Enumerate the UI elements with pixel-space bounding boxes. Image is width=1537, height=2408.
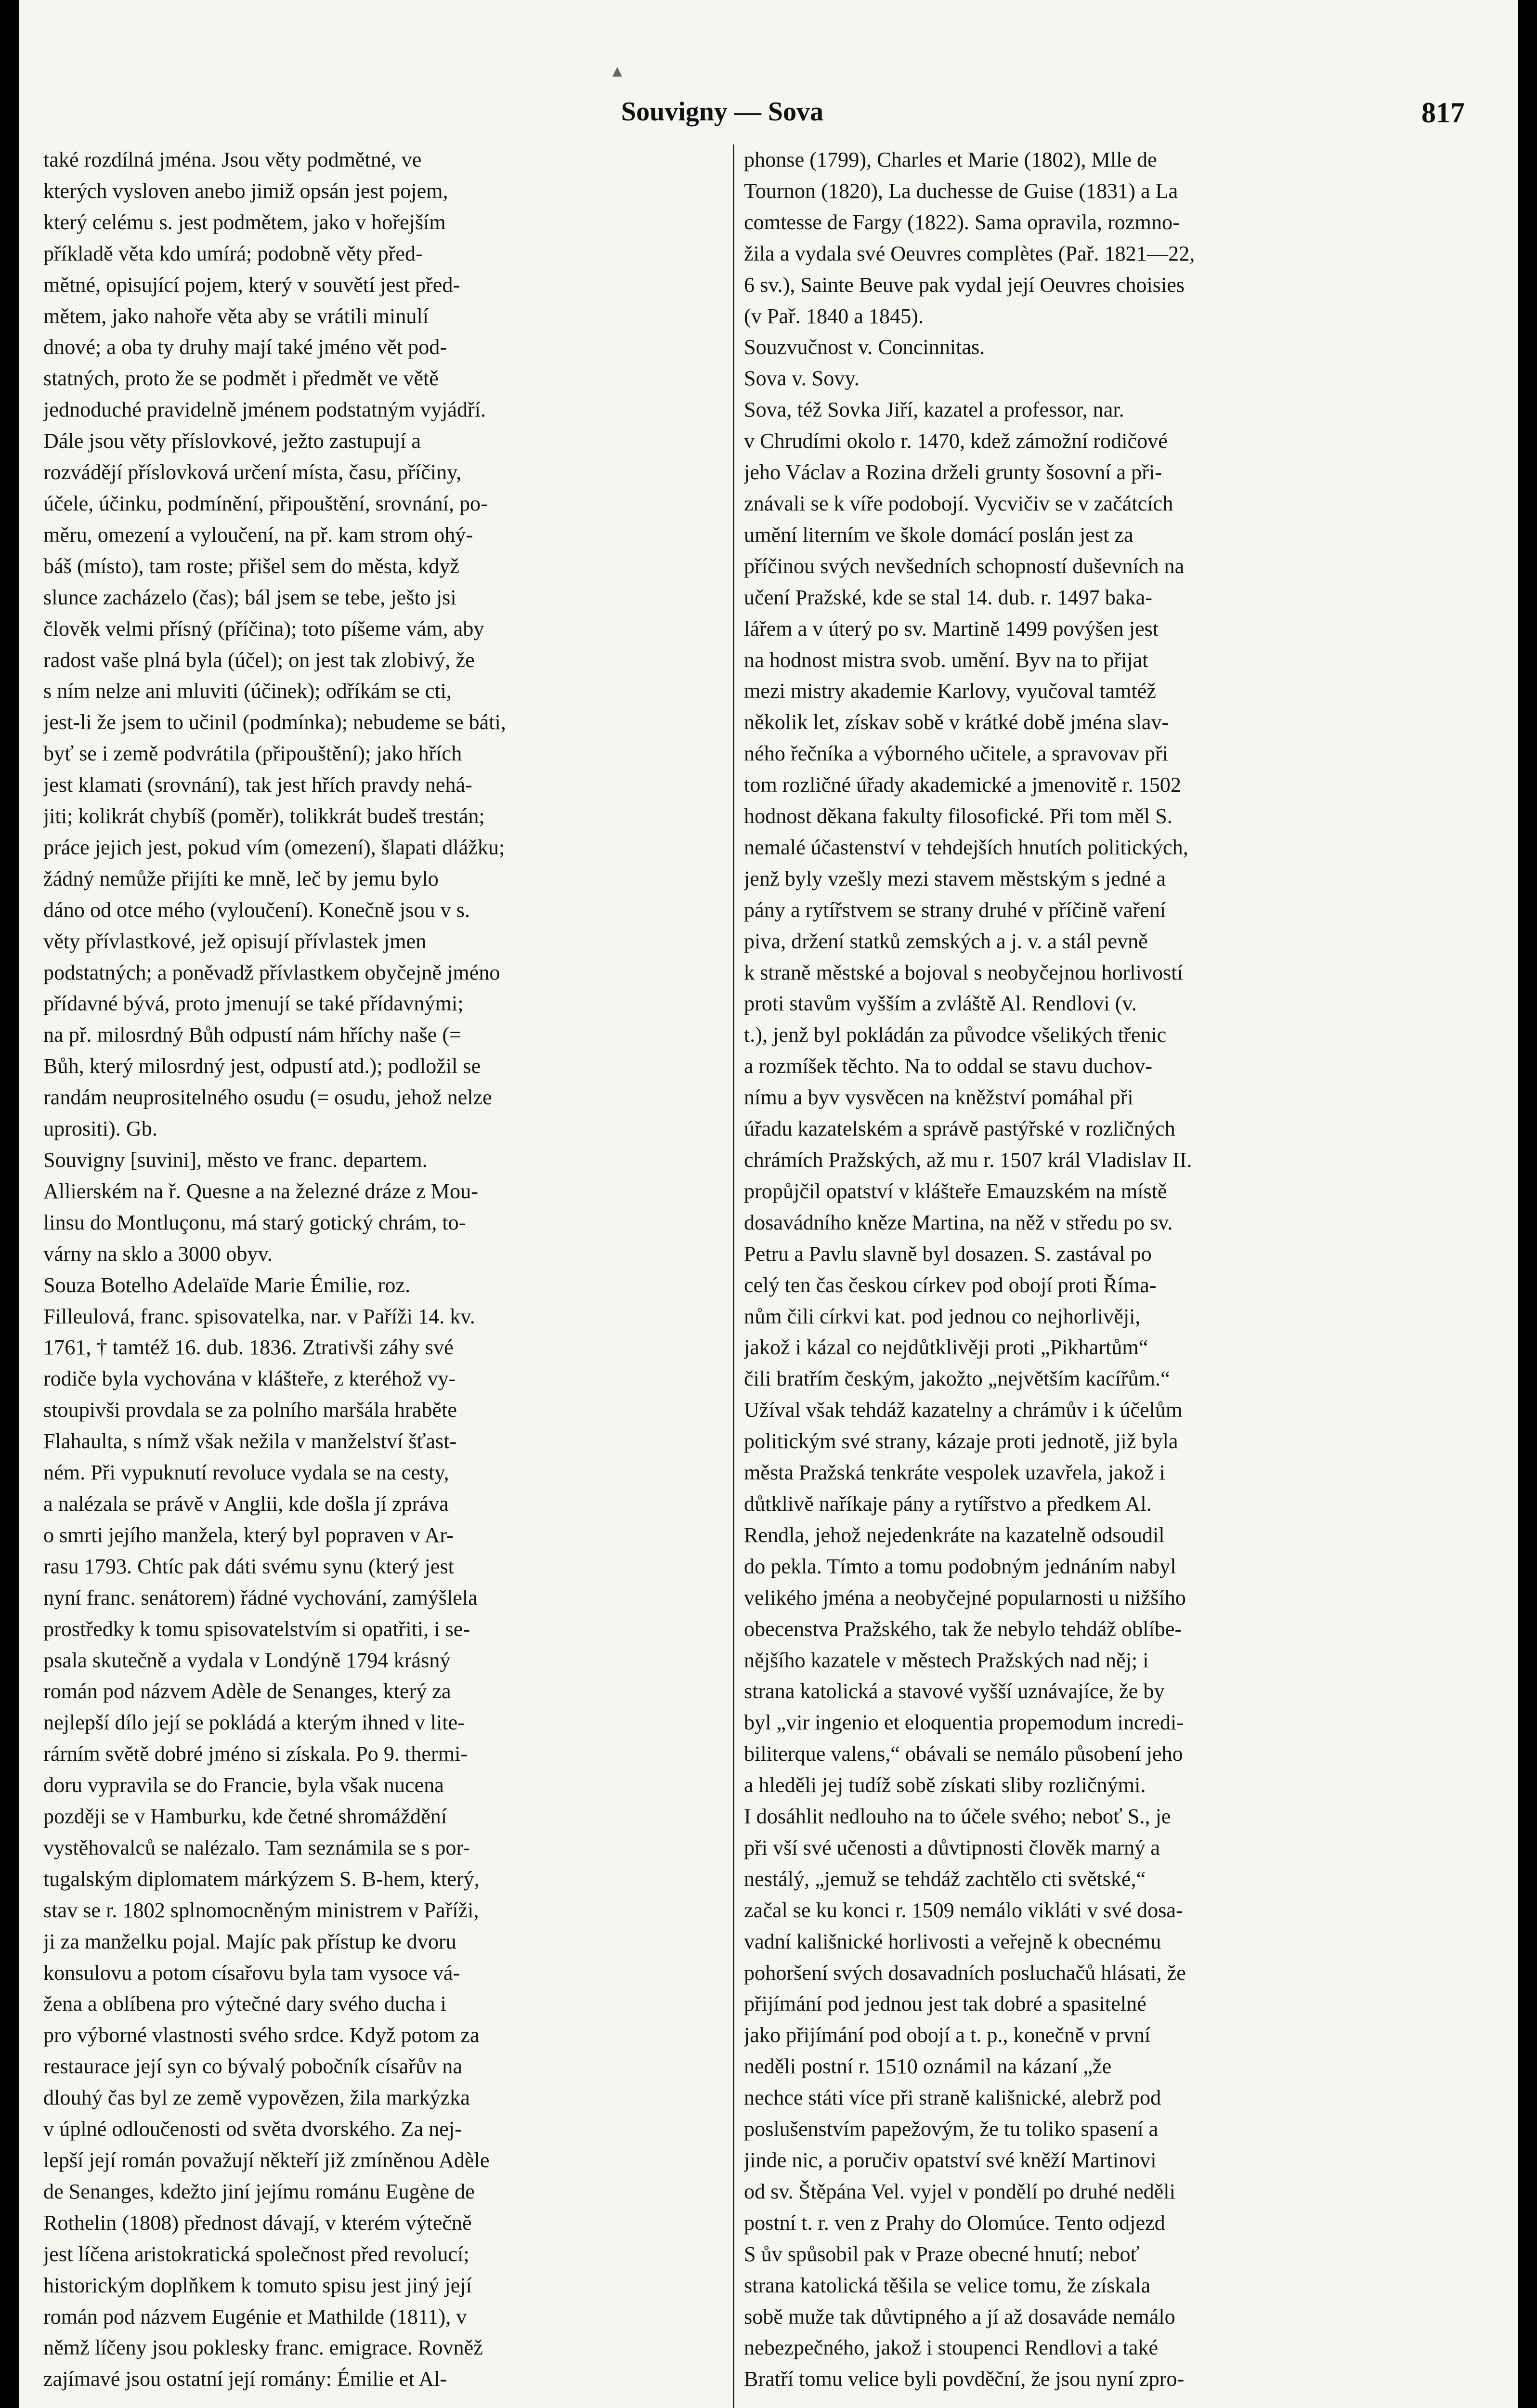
text-line: dáno od otce mého (vyloučení). Konečně jsou v s.	[43, 898, 470, 922]
text-line: který celému s. jest podmětem, jako v hořejším	[43, 210, 446, 234]
text-line: od sv. Štěpána Vel. vyjel v pondělí po druhé neděli	[744, 2179, 1175, 2203]
text-line: strana katolická a stavové vyšší uznávajíce, že by	[744, 1679, 1165, 1703]
text-line: do pekla. Tímto a tomu podobným jednáním nabyl	[744, 1554, 1176, 1578]
text-line: ného řečníka a výborného učitele, a spravovav při	[744, 742, 1168, 766]
text-line: na hodnost mistra svob. umění. Byv na to přijat	[744, 648, 1148, 672]
text-line: v Chrudími okolo r. 1470, kdež zámožní rodičové	[744, 429, 1168, 453]
text-line: linsu do Montluçonu, má starý gotický chrám, to-	[43, 1210, 466, 1234]
text-line: restaurace její syn co bývalý pobočník císařův na	[43, 2055, 462, 2079]
text-line: byť se i země podvrátila (připouštění); jako hřích	[43, 742, 462, 766]
text-line: jeho Václav a Rozina drželi grunty šosovní a při-	[744, 460, 1162, 484]
text-line: s ním nelze ani mluviti (účinek); odříkám se cti,	[43, 679, 452, 703]
text-line: a rozmíšek těchto. Na to oddal se stavu duchov-	[744, 1054, 1152, 1078]
text-line: historickým doplňkem k tomuto spisu jest jiný její	[43, 2273, 472, 2297]
text-line: Souzvučnost v. Concinnitas.	[744, 335, 985, 359]
text-line: přídavné bývá, proto jmenují se také přídavnými;	[43, 992, 464, 1016]
page-number: 817	[1421, 97, 1465, 129]
text-line: radost vaše plná byla (účel); on jest tak zlobivý, že	[43, 648, 475, 672]
text-line: vystěhovalců se nalézalo. Tam seznámila se s por-	[43, 1835, 470, 1859]
left-column	[43, 144, 732, 2408]
text-line: psala skutečně a vydala v Londýně 1794 krásný	[43, 1648, 451, 1672]
text-line: člověk velmi přísný (příčina); toto píšeme vám, aby	[43, 616, 484, 641]
text-line: vadní kališnické horlivosti a veřejně k obecnému	[744, 1929, 1161, 1953]
text-line: začal se ku konci r. 1509 nemálo vikláti v své dosa-	[744, 1898, 1183, 1922]
text-line: proti stavům vyšším a zvláště Al. Rendlovi (v.	[744, 992, 1137, 1016]
text-line: při vší své učenosti a důvtipnosti člověk marný a	[744, 1835, 1160, 1859]
text-line: žádný nemůže přijíti ke mně, leč by jemu bylo	[43, 866, 439, 890]
text-line: příkladě věta kdo umírá; podobně věty před-	[43, 241, 423, 265]
text-line: pro výborné vlastnosti svého srdce. Když potom za	[43, 2023, 480, 2047]
text-line: nům čili církvi kat. pod jednou co nejhorlivěji,	[744, 1304, 1141, 1328]
text-line: ji za manželku pojal. Majíc pak přístup ke dvoru	[43, 1929, 456, 1953]
text-line: dosavádního kněze Martina, na něž v středu po sv.	[744, 1210, 1173, 1234]
text-line: tugalským diplomatem márkýzem S. B-hem, který,	[43, 1867, 480, 1891]
text-line: Souvigny [suvini], město ve franc. departem.	[43, 1148, 428, 1172]
text-line: práce jejich jest, pokud vím (omezení), šlapati dlážku;	[43, 835, 505, 859]
text-line: slunce zacházelo (čas); bál jsem se tebe, ješto jsi	[43, 585, 456, 609]
text-line: Tournon (1820), La duchesse de Guise (1831) a La	[744, 179, 1178, 203]
text-line: nyní franc. senátorem) řádné vychování, zamýšlela	[43, 1585, 478, 1610]
text-line: t.), jenž byl pokládán za původce všelikých třenic	[744, 1023, 1167, 1047]
text-line: a hleděli jej tudíž sobě získati sliby rozličnými.	[744, 1773, 1146, 1797]
text-line: nechce státi více při straně kališnické, alebrž pod	[744, 2086, 1161, 2110]
column-divider	[733, 144, 734, 2408]
text-line: Rendla, jehož nejedenkráte na kazatelně odsoudil	[744, 1523, 1165, 1547]
text-line: nestálý, „jemuž se tehdáž zachtělo cti světské,“	[744, 1867, 1146, 1891]
text-line: nímu a byv vysvěcen na kněžství pomáhal při	[744, 1086, 1133, 1110]
text-line: zajímavé jsou ostatní její romány: Émilie et Al-	[43, 2367, 447, 2391]
text-line: nebezpečného, jakož i stoupenci Rendlovi a také	[744, 2336, 1159, 2360]
text-line: jest-li že jsem to učinil (podmínka); nebudeme se báti,	[43, 710, 506, 734]
text-line: věty přívlastkové, jež opisují přívlastek jmen	[43, 929, 427, 953]
text-line: jinde nic, a poručiv opatství své kněží Martinovi	[744, 2148, 1157, 2172]
text-line: (v Pař. 1840 a 1845).	[744, 304, 924, 328]
text-line: Bůh, který milosrdný jest, odpustí atd.); podložil se	[43, 1054, 481, 1078]
text-line: 1761, † tamtéž 16. dub. 1836. Ztrativši záhy své	[43, 1335, 454, 1360]
text-line: S ův spůsobil pak v Praze obecné hnutí; neboť	[744, 2242, 1140, 2266]
text-line: jest líčena aristokratická společnost před revolucí;	[43, 2242, 469, 2266]
text-line: propůjčil opatství v klášteře Emauzském na místě	[744, 1179, 1167, 1203]
text-line: Rothelin (1808) přednost dávají, v kterém výtečně	[43, 2211, 472, 2235]
text-line: jednoduché pravidelně jménem podstatným vyjádří.	[43, 398, 486, 422]
text-line: sobě muže tak důvtipného a jí až dosaváde nemálo	[744, 2304, 1175, 2329]
text-line: biliterque valens,“ obávali se nemálo působení jeho	[744, 1742, 1183, 1766]
text-line: čili bratřím českým, jakožto „největším kacířům.“	[744, 1367, 1170, 1391]
text-line: Filleulová, franc. spisovatelka, nar. v Paříži 14. kv.	[43, 1304, 475, 1328]
text-line: Souza Botelho Adelaïde Marie Émilie, roz.	[43, 1273, 411, 1297]
text-line: měru, omezení a vyloučení, na př. kam strom ohý-	[43, 523, 473, 547]
text-line: znávali se k víře podobojí. Vycvičiv se v začátcích	[744, 491, 1173, 515]
text-line: postní t. r. ven z Prahy do Olomúce. Tento odjezd	[744, 2211, 1165, 2235]
text-line: rodiče byla vychována v klášteře, z kteréhož vy-	[43, 1367, 456, 1391]
text-line: lepší její román považují někteří již zmíněnou Adèle	[43, 2148, 490, 2172]
text-line: 6 sv.), Sainte Beuve pak vydal její Oeuvres choisies	[744, 273, 1185, 297]
text-line: randám neuprositelného osudu (= osudu, jehož nelze	[43, 1086, 492, 1110]
text-line: mětem, jako nahoře věta aby se vrátili minulí	[43, 304, 429, 328]
text-line: Sova, též Sovka Jiří, kazatel a professor, nar.	[744, 398, 1124, 422]
text-line: comtesse de Fargy (1822). Sama opravila, rozmno-	[744, 210, 1180, 234]
text-line: úřadu kazatelském a správě pastýřské v rozličných	[744, 1117, 1175, 1141]
text-line: román pod názvem Adèle de Senanges, který za	[43, 1679, 451, 1703]
text-line: piva, držení statků zemských a j. v. a stál pevně	[744, 929, 1148, 953]
text-line: žila a vydala své Oeuvres complètes (Pař. 1821—22,	[744, 241, 1195, 265]
text-line: žena a oblíbena pro výtečné dary svého ducha i	[43, 1992, 446, 2016]
text-line: němž líčeny jsou poklesky franc. emigrace. Rovněž	[43, 2336, 483, 2360]
text-line: rárním světě dobré jméno si získala. Po 9. thermi-	[43, 1742, 468, 1766]
text-line: Flahaulta, s nímž však nežila v manželství šťast-	[43, 1429, 457, 1453]
text-line: statných, proto že se podmět i předmět ve větě	[43, 366, 439, 391]
text-line: stav se r. 1802 splnomocněným ministrem v Paříži,	[43, 1898, 479, 1922]
scan-speck: ▲	[609, 63, 625, 80]
text-line: mětné, opisující pojem, který v souvětí jest před-	[43, 273, 460, 297]
text-line: účele, účinku, podmínění, připouštění, srovnání, po-	[43, 491, 488, 515]
text-line: města Pražská tenkráte vespolek uzavřela, jakož i	[744, 1461, 1165, 1485]
text-line: na př. milosrdný Bůh odpustí nám hříchy naše (=	[43, 1023, 462, 1047]
text-line: Allierském na ř. Quesne a na železné dráze z Mou-	[43, 1179, 478, 1203]
text-line: byl „vir ingenio et eloquentia propemodum incredi-	[744, 1711, 1184, 1735]
text-line: chrámích Pražských, až mu r. 1507 král Vladislav II.	[744, 1148, 1192, 1172]
text-line: Užíval však tehdáž kazatelny a chrámův i k účelům	[744, 1398, 1183, 1422]
text-line: dlouhý čas byl ze země vypovězen, žila markýzka	[43, 2086, 470, 2110]
text-line: konsulovu a potom císařovu byla tam vysoce vá-	[43, 1961, 460, 1985]
text-line: stoupivši provdala se za polního maršála hraběte	[43, 1398, 457, 1422]
text-line: neděli postní r. 1510 oznámil na kázaní „že	[744, 2055, 1112, 2079]
text-line: nějšího kazatele v městech Pražských nad něj; i	[744, 1648, 1149, 1672]
text-line: příčinou svých nevšedních schopností duševních na	[744, 554, 1185, 578]
text-line: obecenstva Pražského, tak že nebylo tehdáž oblíbe-	[744, 1617, 1182, 1641]
text-line: celý ten čas českou církev pod obojí proti Říma-	[744, 1273, 1157, 1297]
text-line: Sova v. Sovy.	[744, 366, 860, 391]
text-line: lářem a v úterý po sv. Martině 1499 povýšen jest	[744, 616, 1159, 641]
text-line: várny na sklo a 3000 obyv.	[43, 1242, 273, 1266]
text-line: mezi mistry akademie Karlovy, vyučoval tamtéž	[744, 679, 1157, 703]
text-line: také rozdílná jména. Jsou věty podmětné, ve	[43, 148, 422, 171]
text-line: pány a rytířstvem se strany druhé v příčině vaření	[744, 898, 1166, 922]
text-line: důtklivě naříkaje pány a rytířstvo a předkem Al.	[744, 1492, 1152, 1516]
text-line: román pod názvem Eugénie et Mathilde (1811), v	[43, 2304, 467, 2329]
text-line: jenž byly vzešly mezi stavem městským s jedné a	[744, 866, 1166, 890]
text-line: I dosáhlit nedlouho na to účele svého; neboť S., je	[744, 1805, 1171, 1829]
text-line: uprositi). Gb.	[43, 1117, 157, 1141]
text-line: přijímání pod jednou jest tak dobré a spasitelné	[744, 1992, 1146, 2016]
text-line: velikého jména a neobyčejné popularnosti u nižšího	[744, 1585, 1186, 1610]
text-line: podstatných; a poněvadž přívlastkem obyčejně jméno	[43, 960, 500, 984]
text-line: pohoršení svých dosavadních posluchačů hlásati, že	[744, 1961, 1186, 1985]
text-line: báš (místo), tam roste; přišel sem do města, když	[43, 554, 459, 578]
text-line: později se v Hamburku, kde četné shromáždění	[43, 1805, 447, 1829]
text-line: v úplné odloučenosti od světa dvorského. Za nej-	[43, 2117, 462, 2141]
text-line: Dále jsou věty příslovkové, ježto zastupují a	[43, 429, 421, 453]
running-head: Souvigny — Sova	[621, 97, 824, 127]
text-line: umění literním ve škole domácí poslán jest za	[744, 523, 1133, 547]
text-line: doru vypravila se do Francie, byla však nucena	[43, 1773, 444, 1797]
dictionary-page	[19, 0, 1518, 2408]
text-line: o smrti jejího manžela, který byl popraven v Ar-	[43, 1523, 454, 1547]
text-line: nejlepší dílo její se pokládá a kterým ihned v lite-	[43, 1711, 465, 1735]
text-line: k straně městské a bojoval s neobyčejnou horlivostí	[744, 960, 1183, 984]
text-line: kterých vysloven anebo jimiž opsán jest pojem,	[43, 179, 448, 203]
text-line: politickým své strany, kázaje proti jednotě, již byla	[744, 1429, 1178, 1453]
text-line: poslušenstvím papežovým, že tu toliko spasení a	[744, 2117, 1159, 2141]
text-line: učení Pražské, kde se stal 14. dub. r. 1497 baka-	[744, 585, 1152, 609]
text-line: jakož i kázal co nejdůtklivěji proti „Pikhartům“	[744, 1335, 1148, 1360]
text-line: Petru a Pavlu slavně byl dosazen. S. zastával po	[744, 1242, 1152, 1266]
text-line: ném. Při vypuknutí revoluce vydala se na cesty,	[43, 1461, 449, 1485]
text-line: strana katolická těšila se velice tomu, že získala	[744, 2273, 1151, 2297]
text-line: rozvádějí příslovková určení místa, času, příčiny,	[43, 460, 462, 484]
text-line: prostředky k tomu spisovatelstvím si opatřiti, i se-	[43, 1617, 470, 1641]
page-header	[19, 96, 1518, 140]
text-line: Bratří tomu velice byli povděční, že jsou nyní zpro-	[744, 2367, 1185, 2391]
text-line: dnové; a oba ty druhy mají také jméno vět pod-	[43, 335, 447, 359]
text-line: nemalé účastenství v tehdejších hnutích politických,	[744, 835, 1188, 859]
right-column	[744, 144, 1433, 2408]
text-line: jako přijímání pod obojí a t. p., konečně v první	[744, 2023, 1151, 2047]
text-line: rasu 1793. Chtíc pak dáti svému synu (který jest	[43, 1554, 454, 1578]
text-line: tom rozličné úřady akademické a jmenovitě r. 1502	[744, 773, 1181, 797]
text-line: hodnost děkana fakulty filosofické. Při tom měl S.	[744, 804, 1172, 828]
text-line: jiti; kolikrát chybíš (poměr), tolikkrát budeš trestán;	[43, 804, 485, 828]
text-line: phonse (1799), Charles et Marie (1802), Mlle de	[744, 148, 1157, 171]
text-line: jest klamati (srovnání), tak jest hřích pravdy nehá-	[43, 773, 472, 797]
text-line: de Senanges, kdežto jiní jejímu románu Eugène de	[43, 2179, 475, 2203]
text-line: několik let, získav sobě v krátké době jména slav-	[744, 710, 1169, 734]
text-line: a nalézala se právě v Anglii, kde došla jí zpráva	[43, 1492, 449, 1516]
